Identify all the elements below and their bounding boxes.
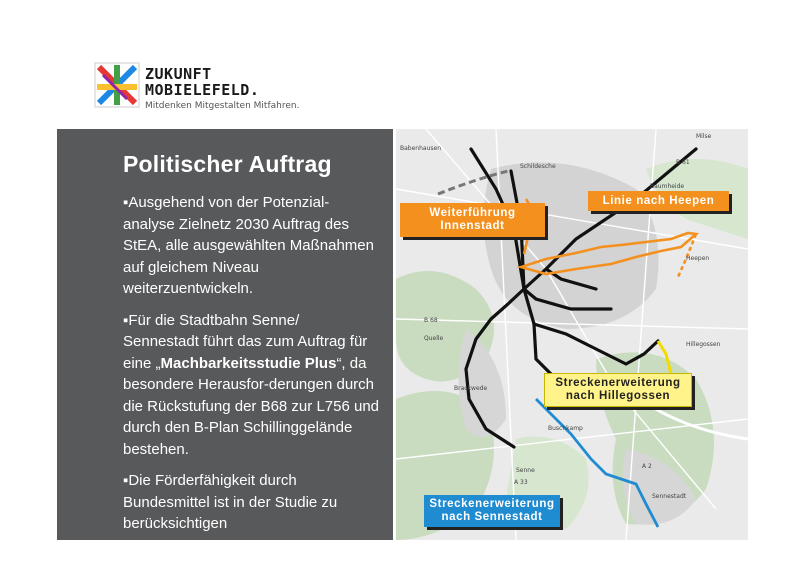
road-label: A 2 [642,463,652,470]
slide-title: Politischer Auftrag [123,151,332,177]
bullet-3: ▪Die Förderfähigkeit durch Bundesmittel ist in der Studie zu berücksichtigen [123,472,338,532]
callout-hillegossen-line1: Streckenerweiterung [555,377,681,389]
place-label: Sennestadt [652,493,687,500]
callout-heepen: Linie nach Heepen [588,191,729,211]
place-label: Buschkamp [548,425,583,432]
logo-tagline: Mitdenken Mitgestalten Mitfahren. [145,101,300,111]
bullet-2-pre: ▪Für die Stadtbahn Senne/ Sennestadt führt das zum Auftrag für eine „ [123,311,368,372]
logo-text-line1: ZUKUNFT [145,65,212,83]
bullet-2 [123,310,379,461]
logo-mark-icon [93,61,141,109]
callout-sennestadt-line2: nach Sennestadt [441,511,543,523]
road-label: B 68 [424,317,438,324]
place-label: Baumheide [650,183,685,190]
place-label: Schildesche [520,163,556,170]
place-label: Milse [696,133,712,140]
callout-innenstadt-line1: Weiterführung [429,207,516,219]
place-label: Hillegossen [686,341,721,348]
text-panel [57,129,393,540]
place-label: Babenhausen [400,145,441,152]
callout-innenstadt-line2: Innenstadt [440,220,505,232]
bullet-2-post: “, da besondere Herausfor-derungen durch die Rückstufung der B68 zur L756 und durch den B-Plan Schillinggelände bestehen. [123,354,380,458]
callout-hillegossen-line2: nach Hillegossen [565,390,671,402]
road-label: B 61 [676,159,690,166]
logo [93,61,303,113]
callout-hillegossen [544,373,692,407]
bullet-2-bold: Machbarkeitsstudie Plus [160,354,337,372]
place-label: Brackwede [454,385,488,392]
callout-sennestadt [424,495,560,527]
road-label: A 33 [514,479,528,486]
callout-innenstadt [400,203,545,237]
place-label: Heepen [686,255,710,262]
network-map [396,129,748,540]
place-label: Quelle [424,335,444,342]
bullet-1: ▪Ausgehend von der Potenzial-analyse Zielnetz 2030 Auftrag des StEA, alle ausgewählten Maßnahmen auf gleichem Niveau weiterzuentwickeln. [123,194,374,297]
callout-sennestadt-line1: Streckenerweiterung [429,498,555,510]
place-label: Senne [516,467,535,474]
logo-text-line2: MOBIELEFELD. [145,81,260,99]
